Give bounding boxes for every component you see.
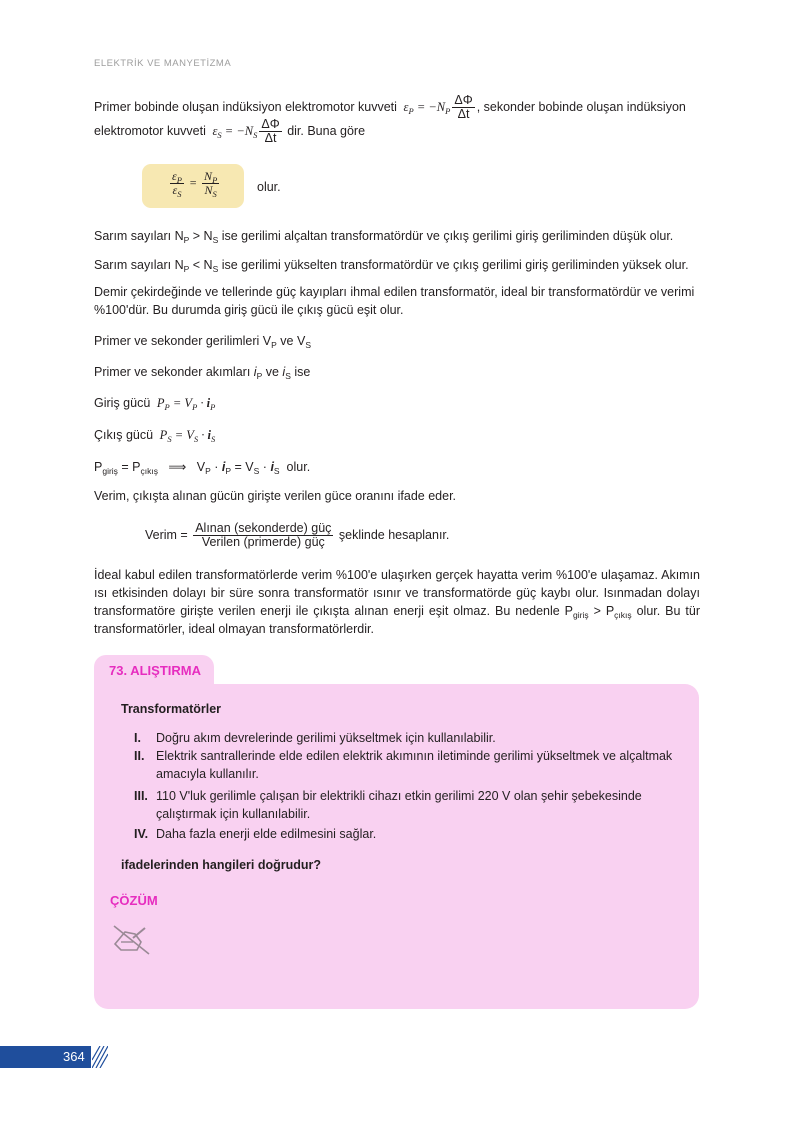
flux-fraction-2: $\frac{\Delta\Phi}{\Delta t}$ (261, 117, 280, 145)
ratio-formula: $\frac{\varepsilon_P}{\varepsilon_S}$ = $\frac{N_P}{N_S}$ (172, 169, 218, 199)
ratio-formula-box (142, 164, 244, 208)
page-number: 364 (63, 1049, 85, 1064)
step-up-line: Sarım sayıları $N_P < N_S$ ise gerilimi yükselten transformatördür ve çıkış gerilimi giriş geriliminden yüksek olur. (94, 258, 689, 274)
pencil-hand-icon (111, 922, 151, 961)
ideal-transformer-paragraph: Demir çekirdeğinde ve tellerinde güç kayıpları ihmal edilen transformatör, ideal bir transformatördür ve verimi %100'dür. Bu durumda giriş gücü ile çıkış gücü eşit olur. (94, 285, 695, 317)
exercise-question: ifadelerinden hangileri doğrudur? (121, 858, 322, 872)
intro-line-2 (94, 118, 700, 145)
voltages-line: Primer ve sekonder gerilimleri $V_P$ ve $V_S$ (94, 334, 311, 350)
intro-line-1 (94, 94, 700, 121)
currents-line: Primer ve sekonder akımları $i_P$ ve $i_S$ ise (94, 365, 311, 381)
chapter-header: ELEKTRİK VE MANYETİZMA (94, 58, 232, 69)
exercise-tab-label: 73. ALIŞTIRMA (109, 663, 201, 678)
formula-after-text: olur. (257, 180, 281, 194)
step-down-line: Sarım sayıları $N_P > N_S$ ise gerilimi alçaltan transformatördür ve çıkış gerilimi giriş geriliminden düşük olur. (94, 229, 674, 245)
exercise-title: Transformatörler (121, 702, 222, 716)
power-equality-line: $P_{giriş} = P_{çıkış}$ ⟹ $V_P \cdot i_P = V_S \cdot i_S$ olur. (94, 460, 311, 476)
input-power-line: Giriş gücü $P_P = V_P \cdot i_P$ (94, 396, 216, 412)
flux-fraction: $\frac{\Delta\Phi}{\Delta t}$ (454, 93, 473, 121)
solution-label: ÇÖZÜM (110, 893, 158, 908)
intro-text-4: dir. Buna göre (287, 123, 366, 138)
efficiency-formula: Verim = $\frac{\text{Alınan (sekonderde) güç}}{\text{Verilen (primerde) güç}}$ şeklinde hesaplanır. (145, 521, 450, 549)
intro-text-2: , sekonder bobinde oluşan indüksiyon (476, 99, 686, 114)
output-power-line: Çıkış gücü $P_S = V_S \cdot i_S$ (94, 428, 216, 444)
real-transformer-paragraph: İdeal kabul edilen transformatörlerde verim %100'e ulaşırken gerçek hayatta verim %100'e ulaşamaz. Akımın ısı etkisinden dolayı bir süre sonra transformatör ısınır ve transformatörde güç kaybı olur. Isınmadan dolayı transformatöre girişte verilen enerji ile çıkışta alınan enerji eşit olmaz. Bu nedenle $P_{giriş} > P_{çıkış}$ olur. Bu tür transformatörler, ideal olmayan transformatörlerdir. (94, 568, 700, 636)
emf-secondary-formula: $\varepsilon_S = -N_S$ (209, 123, 258, 140)
exercise-tab (94, 655, 214, 687)
list-item: I. Doğru akım devrelerinde gerilimi yükseltmek için kullanılabilir. (134, 731, 496, 745)
intro-text-1: Primer bobinde oluşan indüksiyon elektromotor kuvveti (94, 99, 397, 114)
list-item: IV. Daha fazla enerji elde edilmesini sağlar. (134, 827, 377, 841)
list-item: III. 110 V'luk gerilimle çalışan bir elektrikli cihazı etkin gerilimi 220 V olan şehir şebekesinde çalıştırmak için kullanılabilir. (134, 789, 642, 821)
efficiency-definition: Verim, çıkışta alınan gücün girişte verilen güce oranını ifade eder. (94, 489, 457, 503)
intro-text-3: elektromotor kuvveti (94, 123, 206, 138)
emf-primary-formula: $\varepsilon_P = -N_P$ (400, 99, 451, 116)
hatch-decoration (92, 1046, 108, 1073)
list-item: II. Elektrik santrallerinde elde edilen elektrik akımının iletiminde gerilimi yükseltmek ve alçaltmak amacıyla kullanılır. (134, 749, 673, 781)
